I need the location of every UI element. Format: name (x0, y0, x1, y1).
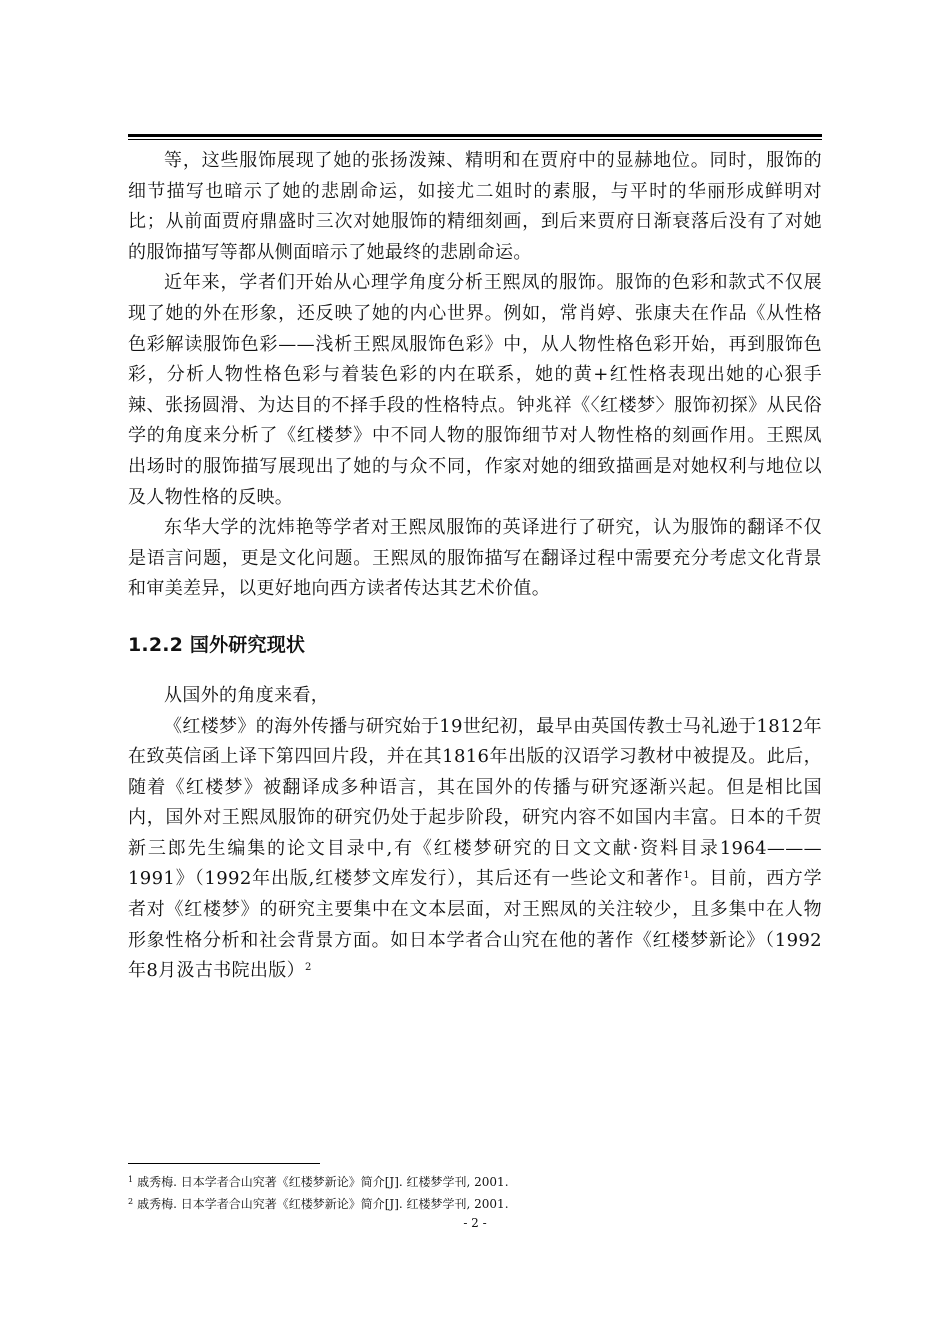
footnote-ref-2[interactable]: 2 (304, 962, 312, 974)
header-rule-thick (128, 134, 822, 137)
footnote-2 (128, 1192, 822, 1214)
footnote-mark: 2 (128, 1197, 134, 1206)
body-text (128, 146, 822, 987)
paragraph-foreign-intro: 从国外的角度来看， (164, 684, 330, 706)
footnote-1 (128, 1170, 822, 1192)
footnote-text: 戚秀梅. 日本学者合山究著《红楼梦新论》简介[J]. 红楼梦学刊, 2001. (137, 1175, 509, 1189)
header-rule-thin (128, 139, 822, 140)
section-heading: 1.2.2 国外研究现状 (128, 633, 306, 656)
footnote-text: 戚秀梅. 日本学者合山究著《红楼梦新论》简介[J]. 红楼梦学刊, 2001. (137, 1197, 509, 1211)
footnote-separator (128, 1163, 320, 1164)
footnote-ref-1[interactable]: 1 (683, 870, 691, 882)
footnotes (128, 1170, 822, 1214)
foreign-main-part2: 。目前，西方学者对《红楼梦》的研究主要集中在文本层面，对王熙凤的关注较少，且多集中在人物形象性格分析和社会背景方面。如日本学者合山究在他的著作《红楼梦新论》（1992年8月汲古书院出版） (128, 868, 822, 982)
paragraph-foreign-main (128, 712, 822, 987)
page-number: - 2 - (463, 1216, 487, 1230)
paragraph-costume-fate: 等，这些服饰展现了她的张扬泼辣、精明和在贾府中的显赫地位。同时，服饰的细节描写也暗示了她的悲剧命运，如接尤二姐时的素服，与平时的华丽形成鲜明对比；从前面贾府鼎盛时三次对她服饰的精细刻画，到后来贾府日渐衰落后没有了对她的服饰描写等都从侧面暗示了她最终的悲剧命运。 (128, 150, 822, 263)
paragraph-translation: 东华大学的沈炜艳等学者对王熙凤服饰的英译进行了研究，认为服饰的翻译不仅是语言问题，更是文化问题。王熙凤的服饰描写在翻译过程中需要充分考虑文化背景和审美差异，以更好地向西方读者传达其艺术价值。 (128, 517, 822, 600)
foreign-main-part1: 《红楼梦》的海外传播与研究始于19世纪初，最早由英国传教士马礼逊于1812年在致英信函上译下第四回片段，并在其1816年出版的汉语学习教材中被提及。此后，随着《红楼梦》被翻译成多种语言，其在国外的传播与研究逐渐兴起。但是相比国内，国外对王熙凤服饰的研究仍处于起步阶段，研究内容不如国内丰富。日本的千贺新三郎先生编集的论文目录中,有《红楼梦研究的日文文献·资料目录1964——— 1991》（1992年出版,红楼梦文库发行），其后还有一些论文和著作 (128, 715, 823, 890)
footnote-mark: 1 (128, 1175, 134, 1184)
paragraph-psychology: 近年来，学者们开始从心理学角度分析王熙凤的服饰。服饰的色彩和款式不仅展现了她的外在形象，还反映了她的内心世界。例如，常肖婷、张康夫在作品《从性格色彩解读服饰色彩——浅析王熙凤服饰色彩》中，从人物性格色彩开始，再到服饰色彩，分析人物性格色彩与着装色彩的内在联系，她的黄+红性格表现出她的心狠手辣、张扬圆滑、为达目的不择手段的性格特点。钟兆祥《〈红楼梦〉服饰初探》从民俗学的角度来分析了《红楼梦》中不同人物的服饰细节对人物性格的刻画作用。王熙凤出场时的服饰描写展现出了她的与众不同，作家对她的细致描画是对她权利与地位以及人物性格的反映。 (128, 272, 822, 508)
